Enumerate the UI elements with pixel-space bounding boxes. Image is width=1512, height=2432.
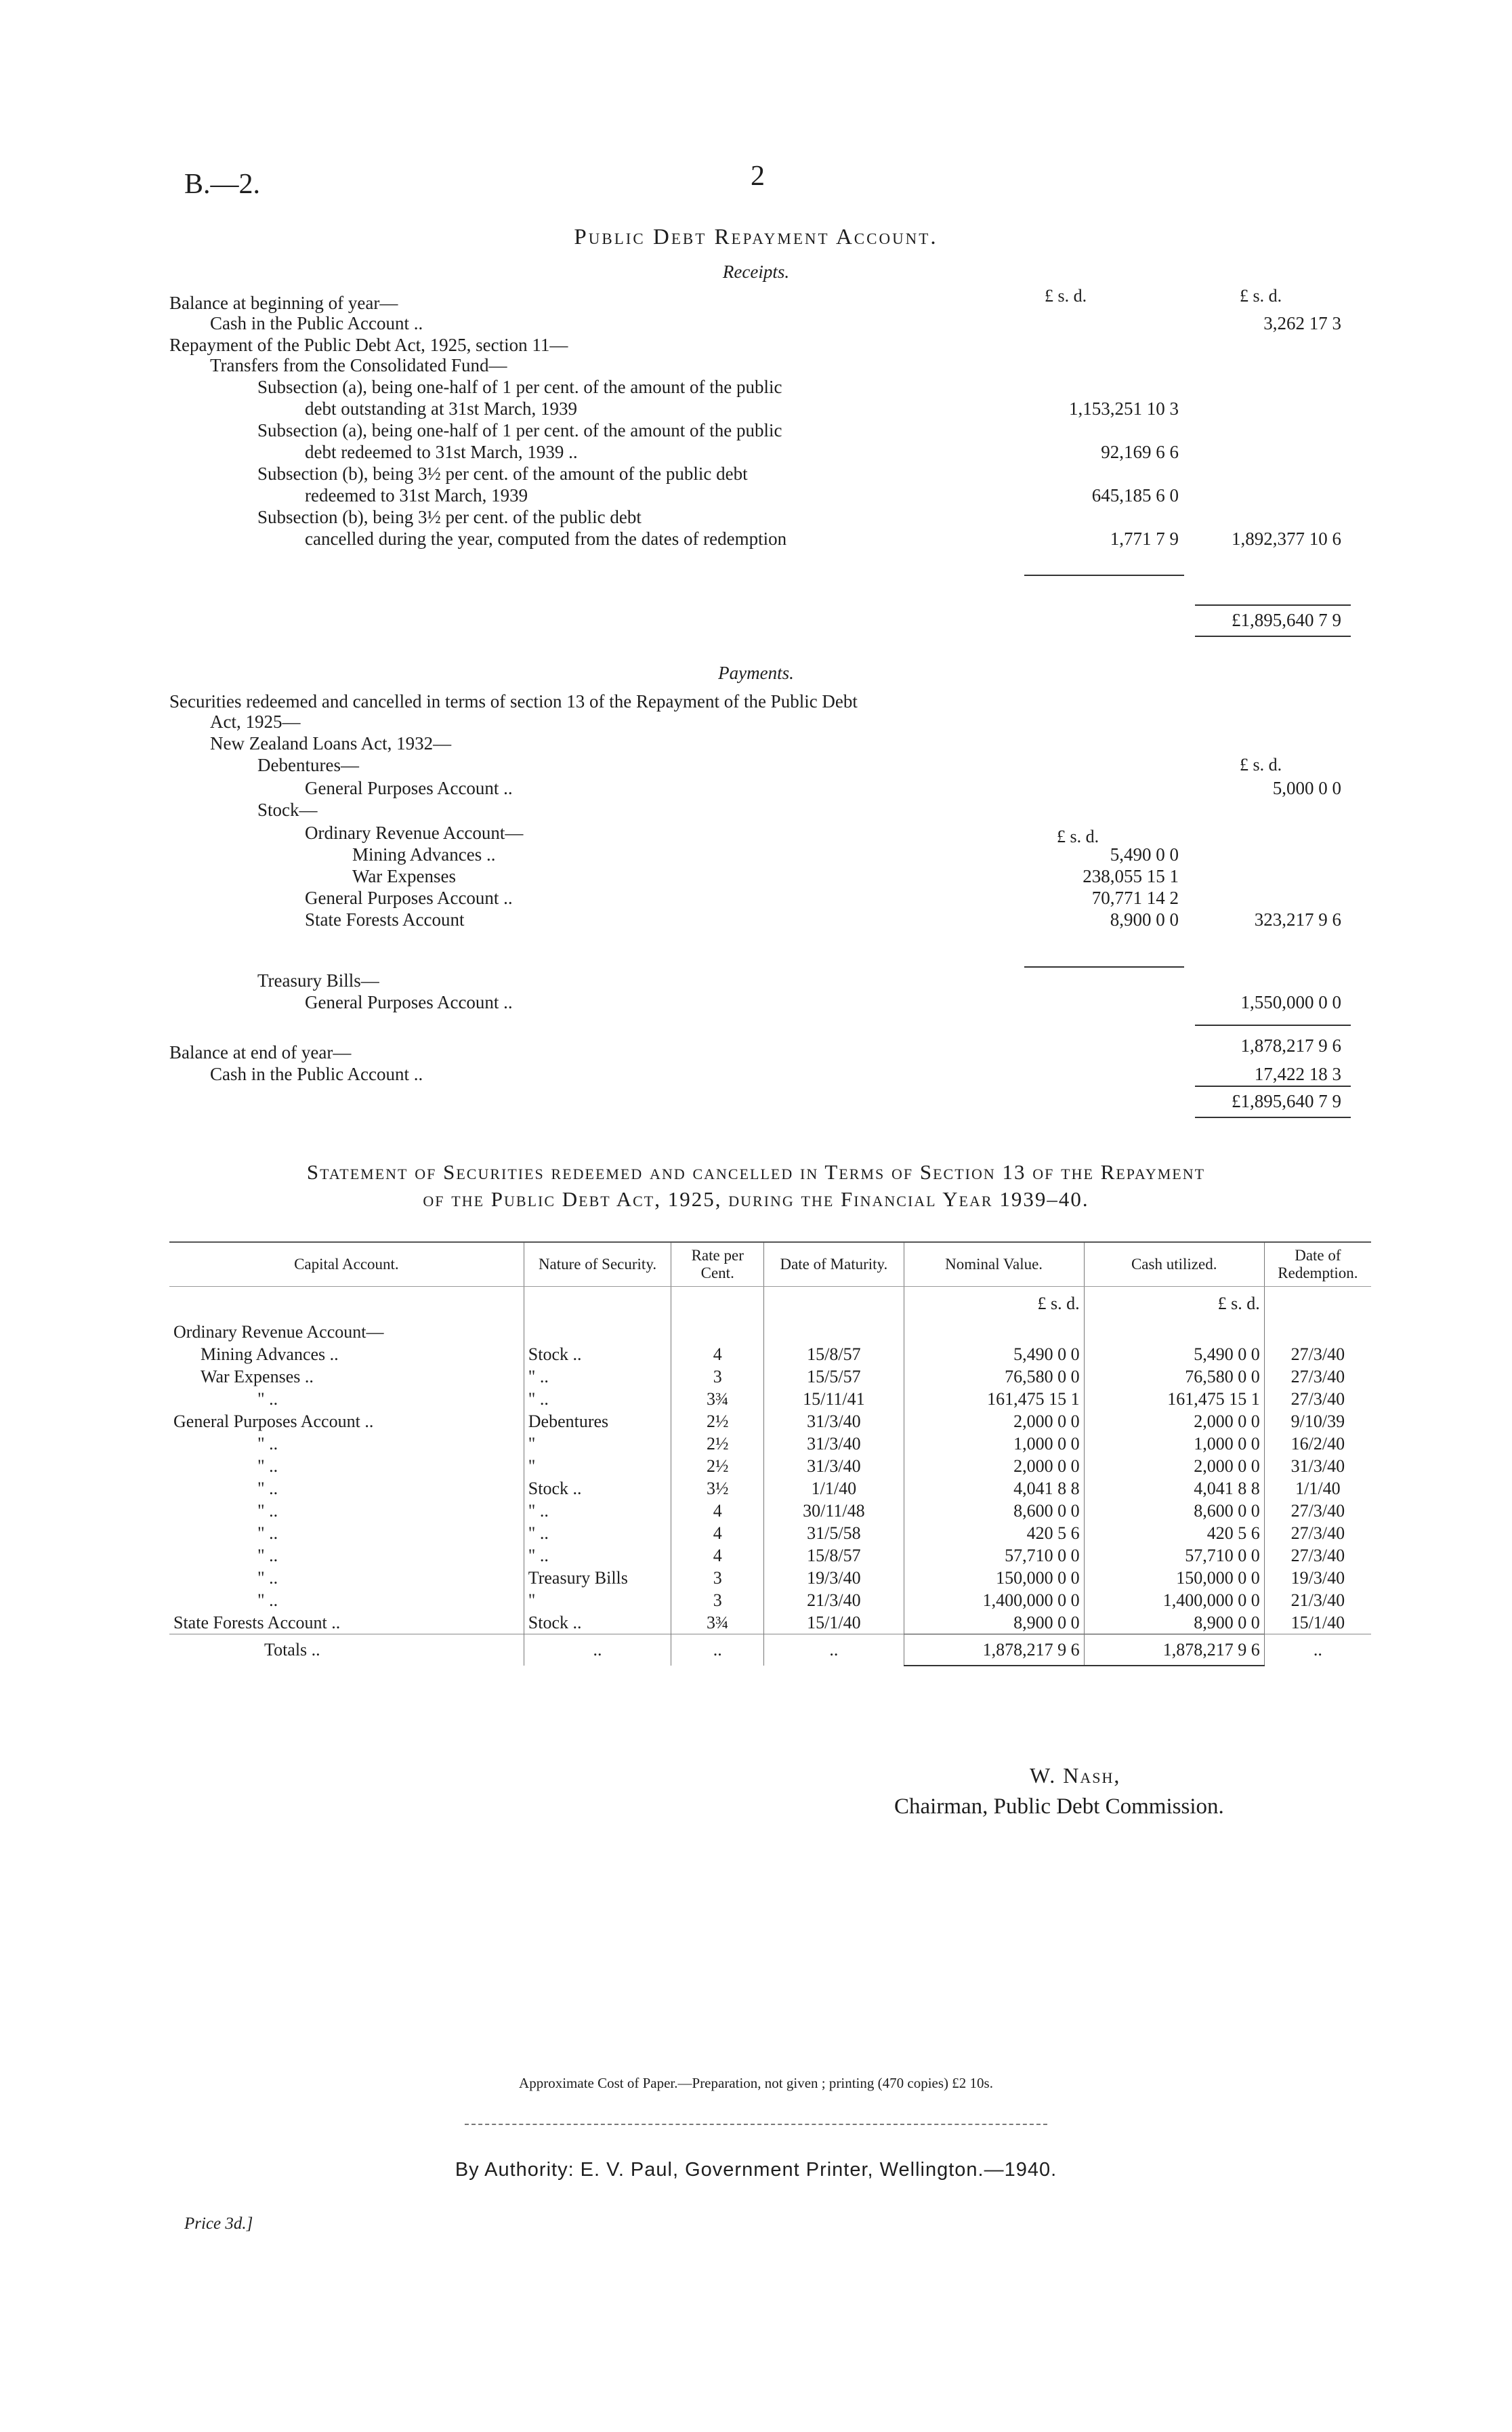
cell-rate: 4 [671,1544,764,1567]
cell-redemption: 21/3/40 [1264,1589,1371,1611]
table-row [169,1365,1371,1388]
cell-capital-account: " .. [257,1567,278,1588]
cell-capital-account: " .. [257,1388,278,1409]
receipts-currency-header-total: £ s. d. [1240,286,1282,306]
cell-security: Debentures [524,1410,671,1433]
table-row [169,1544,1371,1567]
header-ref: B.—2. [184,169,261,200]
receipts-line-text: Balance at beginning of year— [169,293,398,313]
cell-redemption: 27/3/40 [1264,1500,1371,1522]
cell-rate: 3 [671,1567,764,1589]
cell-rate: 3½ [671,1477,764,1500]
cell-cash: 5,490 0 0 [1084,1343,1264,1365]
cell-capital-account: War Expenses .. [201,1366,314,1386]
page-number: 2 [751,161,765,192]
cell-security: " .. [524,1522,671,1544]
receipts-heading: Receipts. [722,262,790,282]
cell-capital-account: Ordinary Revenue Account— [173,1321,384,1342]
cell-security: " .. [524,1544,671,1567]
payments-line-text: Treasury Bills— [257,970,379,991]
cell-security [524,1321,671,1343]
cell-rate: 4 [671,1500,764,1522]
payments-currency-header-amount: £ s. d. [1057,827,1099,846]
units-row [169,1287,1371,1321]
col-nature-of-security: Nature of Security. [524,1242,671,1287]
cell-nominal: 57,710 0 0 [904,1544,1084,1567]
cell-redemption: 1/1/40 [1264,1477,1371,1500]
cell-maturity: 31/5/58 [764,1522,904,1544]
cell-redemption: 27/3/40 [1264,1365,1371,1388]
cell-rate: 3¾ [671,1611,764,1634]
totals-cash: 1,878,217 9 6 [1084,1634,1264,1666]
receipts-line-amount: 92,169 6 6 [1101,442,1179,462]
cell-security: Stock .. [524,1611,671,1634]
cell-rate: 4 [671,1343,764,1365]
receipts-currency-header-amount: £ s. d. [1045,286,1087,306]
table-row [169,1388,1371,1410]
footer-divider [465,2124,1047,2125]
payments-line-text: Securities redeemed and cancelled in terms of section 13 of the Repayment of the Public Debt [169,691,858,712]
account-title: Public Debt Repayment Account. [574,225,938,249]
cell-capital-account: " .. [257,1456,278,1476]
cell-cash: 420 5 6 [1084,1522,1264,1544]
cell-nominal [904,1321,1084,1343]
cell-nominal: 4,041 8 8 [904,1477,1084,1500]
payments-line-text: General Purposes Account .. [305,888,513,908]
cell-maturity: 15/1/40 [764,1611,904,1634]
cell-capital-account: " .. [257,1478,278,1498]
payments-line-text: Debentures— [257,755,359,775]
receipts-total-rule [1195,604,1351,606]
col-rate: Rate per Cent. [671,1242,764,1287]
receipts-line-amount: 645,185 6 0 [1091,485,1179,506]
cell-rate [671,1321,764,1343]
cell-capital-account: " .. [257,1590,278,1610]
table-row [169,1500,1371,1522]
table-row [169,1477,1371,1500]
cell-redemption: 27/3/40 [1264,1388,1371,1410]
securities-table [169,1241,1371,1666]
cell-capital-account: " .. [257,1545,278,1565]
totals-row [169,1634,1371,1666]
payments-line-total: 17,422 18 3 [1254,1064,1341,1084]
receipts-line-text: Subsection (a), being one-half of 1 per cent. of the amount of the public [257,377,782,397]
payments-line-text: War Expenses [352,866,457,886]
receipts-line-text: Cash in the Public Account .. [210,313,423,333]
totals-rate: .. [671,1634,764,1666]
cell-capital-account: " .. [257,1433,278,1454]
payments-line-text: New Zealand Loans Act, 1932— [210,733,452,754]
totals-maturity: .. [764,1634,904,1666]
cell-security: " .. [524,1388,671,1410]
cell-nominal: 1,400,000 0 0 [904,1589,1084,1611]
cell-maturity: 15/5/57 [764,1365,904,1388]
statement-title-line2: of the Public Debt Act, 1925, during the Financial Year 1939–40. [423,1187,1089,1211]
payments-total-rule [1195,1086,1351,1087]
payments-line-total: 323,217 9 6 [1254,909,1341,930]
price-note: Price 3d.] [184,2214,253,2233]
col-date-of-redemption: Date of Redemption. [1264,1242,1371,1287]
table-row [169,1611,1371,1634]
payments-line-amount: 5,490 0 0 [1110,844,1179,865]
receipts-line-total: 3,262 17 3 [1263,313,1341,333]
cell-maturity: 15/8/57 [764,1544,904,1567]
cell-cash: 2,000 0 0 [1084,1410,1264,1433]
nominal-units: £ s. d. [904,1287,1084,1321]
payments-line-total: 5,000 0 0 [1272,778,1341,798]
cell-security: Stock .. [524,1477,671,1500]
cell-rate: 3¾ [671,1388,764,1410]
cell-maturity: 19/3/40 [764,1567,904,1589]
receipts-line-total: 1,892,377 10 6 [1232,529,1341,549]
receipts-line-text: Transfers from the Consolidated Fund— [210,355,507,375]
cell-maturity: 15/11/41 [764,1388,904,1410]
cell-cash: 1,000 0 0 [1084,1433,1264,1455]
receipts-grand-total-rule [1195,636,1351,637]
cell-capital-account: " .. [257,1500,278,1521]
cell-nominal: 150,000 0 0 [904,1567,1084,1589]
securities-table-body [169,1287,1371,1634]
payments-line-total: 1,878,217 9 6 [1240,1035,1341,1056]
payments-line-amount: 238,055 15 1 [1083,866,1179,886]
cell-nominal: 1,000 0 0 [904,1433,1084,1455]
table-row [169,1567,1371,1589]
payments-line-total: 1,550,000 0 0 [1240,992,1341,1012]
payments-line-amount: 70,771 14 2 [1091,888,1179,908]
payments-line-text: State Forests Account [305,909,465,930]
cell-security: Treasury Bills [524,1567,671,1589]
receipts-amount-rule [1024,575,1184,576]
col-capital-account: Capital Account. [169,1242,524,1287]
receipts-grand-total: £1,895,640 7 9 [1232,610,1341,630]
receipts-line-text: cancelled during the year, computed from the dates of redemption [305,529,787,549]
cell-nominal: 8,600 0 0 [904,1500,1084,1522]
cell-redemption: 9/10/39 [1264,1410,1371,1433]
receipts-line-text: Subsection (b), being 3½ per cent. of the public debt [257,507,642,527]
printer-authority: By Authority: E. V. Paul, Government Printer, Wellington.—1940. [455,2159,1057,2181]
payments-grand-total: £1,895,640 7 9 [1232,1091,1341,1111]
table-row [169,1433,1371,1455]
cell-redemption: 19/3/40 [1264,1567,1371,1589]
table-header-row [169,1242,1371,1287]
col-cash-utilized: Cash utilized. [1084,1242,1264,1287]
cell-redemption: 16/2/40 [1264,1433,1371,1455]
cell-redemption: 27/3/40 [1264,1343,1371,1365]
table-row [169,1343,1371,1365]
payments-line-text: Stock— [257,800,318,820]
cell-maturity [764,1321,904,1343]
cell-nominal: 76,580 0 0 [904,1365,1084,1388]
table-row [169,1321,1371,1343]
cell-nominal: 161,475 15 1 [904,1388,1084,1410]
col-date-of-maturity: Date of Maturity. [764,1242,904,1287]
payments-line-text: Mining Advances .. [352,844,496,865]
cell-cash: 161,475 15 1 [1084,1388,1264,1410]
table-row [169,1410,1371,1433]
cell-capital-account: State Forests Account .. [173,1612,341,1632]
totals-redemption: .. [1264,1634,1371,1666]
cell-rate: 2½ [671,1410,764,1433]
cell-cash: 4,041 8 8 [1084,1477,1264,1500]
receipts-line-text: Subsection (a), being one-half of 1 per cent. of the amount of the public [257,420,782,440]
payments-line-text: Act, 1925— [210,712,301,732]
cell-maturity: 21/3/40 [764,1589,904,1611]
cell-maturity: 30/11/48 [764,1500,904,1522]
payments-line-text: General Purposes Account .. [305,778,513,798]
payments-line-text: Balance at end of year— [169,1042,352,1063]
cell-security: " .. [524,1500,671,1522]
payments-amount-rule [1024,966,1184,968]
table-row [169,1455,1371,1477]
cell-security: " .. [524,1365,671,1388]
cell-maturity: 15/8/57 [764,1343,904,1365]
totals-label: Totals .. [169,1634,524,1666]
receipts-line-amount: 1,771 7 9 [1110,529,1179,549]
table-row [169,1589,1371,1611]
cell-rate: 2½ [671,1433,764,1455]
receipts-line-text: debt outstanding at 31st March, 1939 [305,398,577,419]
cell-maturity: 1/1/40 [764,1477,904,1500]
cell-maturity: 31/3/40 [764,1433,904,1455]
cell-rate: 4 [671,1522,764,1544]
col-nominal-value: Nominal Value. [904,1242,1084,1287]
cell-nominal: 2,000 0 0 [904,1410,1084,1433]
cell-nominal: 420 5 6 [904,1522,1084,1544]
cell-maturity: 31/3/40 [764,1410,904,1433]
cell-security: " [524,1589,671,1611]
cell-cash: 2,000 0 0 [1084,1455,1264,1477]
cell-cash: 57,710 0 0 [1084,1544,1264,1567]
payments-line-text: Cash in the Public Account .. [210,1064,423,1084]
cell-maturity: 31/3/40 [764,1455,904,1477]
cell-rate: 2½ [671,1455,764,1477]
payments-heading: Payments. [718,663,794,683]
receipts-line-text: Subsection (b), being 3½ per cent. of the amount of the public debt [257,463,748,484]
cell-redemption: 27/3/40 [1264,1544,1371,1567]
statement-title-line1: Statement of Securities redeemed and cancelled in Terms of Section 13 of the Repayment [306,1160,1206,1184]
cell-cash: 8,600 0 0 [1084,1500,1264,1522]
cell-rate: 3 [671,1589,764,1611]
cell-cash: 8,900 0 0 [1084,1611,1264,1634]
cell-redemption: 27/3/40 [1264,1522,1371,1544]
payments-line-amount: 8,900 0 0 [1110,909,1179,930]
cell-cash: 76,580 0 0 [1084,1365,1264,1388]
cell-redemption: 15/1/40 [1264,1611,1371,1634]
cell-cash: 150,000 0 0 [1084,1567,1264,1589]
cell-redemption: 31/3/40 [1264,1455,1371,1477]
cell-security: Stock .. [524,1343,671,1365]
receipts-line-text: debt redeemed to 31st March, 1939 .. [305,442,578,462]
cash-units: £ s. d. [1084,1287,1264,1321]
receipts-line-text: redeemed to 31st March, 1939 [305,485,528,506]
payments-grand-total-rule [1195,1117,1351,1118]
totals-security: .. [524,1634,671,1666]
signature-title: Chairman, Public Debt Commission. [894,1794,1224,1819]
payments-currency-header-total: £ s. d. [1240,755,1282,775]
cell-cash [1084,1321,1264,1343]
cell-capital-account: Mining Advances .. [201,1344,339,1364]
cell-nominal: 5,490 0 0 [904,1343,1084,1365]
payments-line-text: General Purposes Account .. [305,992,513,1012]
cell-capital-account: General Purposes Account .. [173,1411,374,1431]
receipts-line-amount: 1,153,251 10 3 [1069,398,1179,419]
payments-line-text: Ordinary Revenue Account— [305,823,524,843]
cell-rate: 3 [671,1365,764,1388]
payments-subtotal-rule [1195,1025,1351,1026]
cell-nominal: 2,000 0 0 [904,1455,1084,1477]
totals-nominal: 1,878,217 9 6 [904,1634,1084,1666]
cell-redemption [1264,1321,1371,1343]
table-row [169,1522,1371,1544]
cell-cash: 1,400,000 0 0 [1084,1589,1264,1611]
cell-security: " [524,1455,671,1477]
cell-nominal: 8,900 0 0 [904,1611,1084,1634]
cell-security: " [524,1433,671,1455]
signature-name: W. Nash, [1030,1763,1121,1788]
receipts-line-text: Repayment of the Public Debt Act, 1925, section 11— [169,335,568,355]
cost-note: Approximate Cost of Paper.—Preparation, not given ; printing (470 copies) £2 10s. [519,2075,993,2091]
cell-capital-account: " .. [257,1523,278,1543]
